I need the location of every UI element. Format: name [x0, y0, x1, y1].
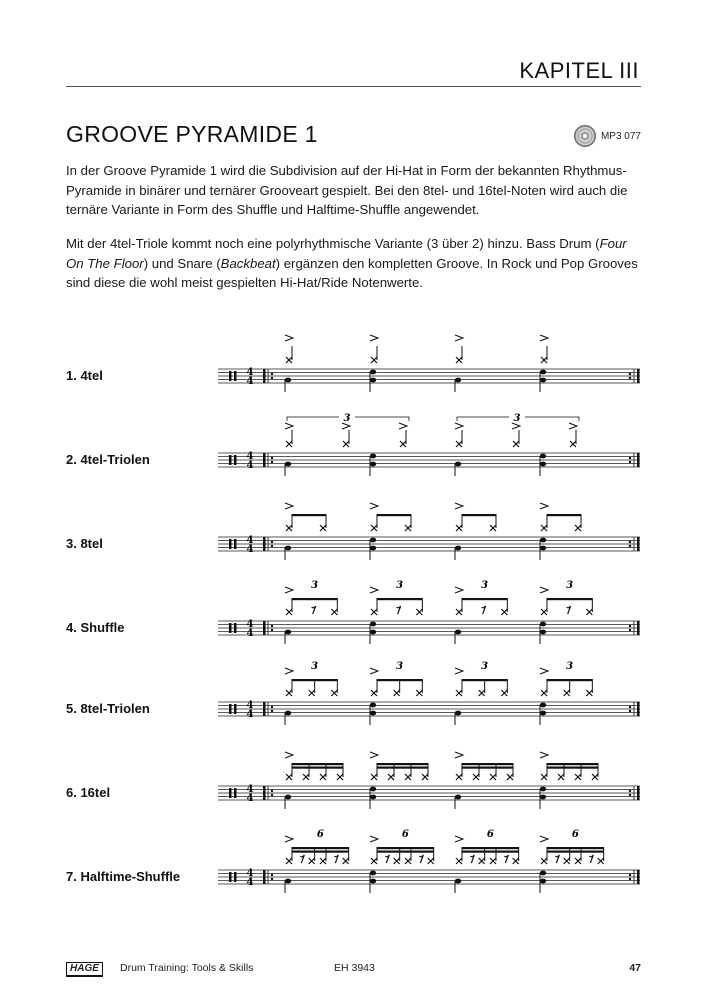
row7-beam	[462, 847, 519, 849]
row5-beam	[377, 679, 422, 681]
row4-clef-bar-2	[234, 623, 237, 633]
row1-accent-mark	[455, 335, 463, 341]
row4-tuplet-number: 3	[566, 580, 574, 591]
para2-text-c: ) ergänzen den kompletten Groove. In Rock und Pop Grooves sind diese die wohl meist gespielten Hi-Hat/Ride Notenwerte.	[66, 255, 638, 290]
row6-beam	[547, 767, 598, 769]
row5-accent-mark	[540, 668, 548, 674]
row5-accent-mark	[370, 668, 378, 674]
row4-repeat-end-dot	[629, 625, 631, 627]
groove-label-5: 5. 8tel-Triolen	[66, 701, 150, 716]
row5-beam	[462, 679, 507, 681]
row6-beam	[292, 763, 343, 765]
row2-accent-mark	[285, 423, 293, 429]
row5-timesig-bottom: 4	[246, 709, 254, 720]
row2-bass-drum-note	[455, 462, 461, 467]
row6-bass-drum-note	[285, 795, 291, 800]
row7-repeat-end-dot	[629, 874, 631, 876]
row7-repeat-start-dot	[271, 874, 273, 876]
row2-clef-bar-2	[234, 455, 237, 465]
row5-bass-drum-note	[285, 711, 291, 716]
row1-repeat-start-dot	[271, 377, 273, 379]
row2-snare-note	[370, 454, 376, 459]
row6-clef-bar-2	[234, 788, 237, 798]
row1-bass-drum-note	[455, 378, 461, 383]
row6-clef-bar-1	[229, 788, 232, 798]
row7-rest	[300, 855, 304, 863]
row4-beam	[292, 598, 337, 600]
row3-repeat-end-dot	[629, 545, 631, 547]
row4-repeat-end-thick	[637, 621, 640, 635]
row4-snare-note	[540, 622, 546, 627]
row5-accent-mark	[455, 668, 463, 674]
row1-bass-drum-note	[285, 378, 291, 383]
row2-tuplet-bracket	[355, 417, 409, 421]
row5-tuplet-number: 3	[311, 661, 319, 672]
page-number: 47	[629, 962, 641, 974]
row4-rest	[567, 606, 571, 614]
row3-timesig-bottom: 4	[246, 544, 254, 555]
row7-rest	[334, 855, 338, 863]
row4-tuplet-number: 3	[311, 580, 319, 591]
row2-tuplet-bracket	[525, 417, 579, 421]
row1-repeat-end-dot	[629, 373, 631, 375]
groove-label-3: 3. 8tel	[66, 536, 103, 551]
row7-beam	[377, 847, 434, 849]
row2-repeat-start-thick	[263, 453, 266, 467]
row6-accent-mark	[285, 752, 293, 758]
row6-beam	[462, 767, 513, 769]
row7-accent-mark	[540, 836, 548, 842]
row7-timesig-top: 4	[246, 868, 254, 879]
row3-clef-bar-1	[229, 539, 232, 549]
row7-accent-mark	[455, 836, 463, 842]
row3-bass-drum-note	[540, 546, 546, 551]
row5-tuplet-number: 3	[481, 661, 489, 672]
row2-bass-drum-note	[540, 462, 546, 467]
row1-repeat-start-dot	[271, 373, 273, 375]
row7-accent-mark	[370, 836, 378, 842]
row6-bass-drum-note	[370, 795, 376, 800]
row6-beam	[547, 763, 598, 765]
row2-accent-mark	[569, 423, 577, 429]
row7-snare-note	[370, 871, 376, 876]
row7-rest	[419, 855, 423, 863]
row7-beam	[292, 847, 349, 849]
row7-bass-drum-note	[540, 879, 546, 884]
row6-snare-note	[370, 787, 376, 792]
row6-repeat-start-dot	[271, 794, 273, 796]
row7-accent-mark	[285, 836, 293, 842]
row6-beam	[377, 763, 428, 765]
row5-beam	[292, 679, 337, 681]
row5-clef-bar-1	[229, 704, 232, 714]
row4-tuplet-number: 3	[481, 580, 489, 591]
row5-repeat-start-thick	[263, 702, 266, 716]
row4-tuplet-number: 3	[396, 580, 404, 591]
row7-tuplet-number: 6	[316, 829, 324, 840]
row2-accent-mark	[399, 423, 407, 429]
row1-snare-note	[370, 370, 376, 375]
row4-rest	[397, 606, 401, 614]
row3-timesig-top: 4	[246, 535, 254, 546]
row4-clef-bar-1	[229, 623, 232, 633]
row4-accent-mark	[370, 587, 378, 593]
row5-beam	[547, 679, 592, 681]
row4-accent-mark	[540, 587, 548, 593]
row4-bass-drum-note	[370, 630, 376, 635]
row7-beam	[547, 847, 604, 849]
row7-beam	[377, 851, 434, 853]
row2-repeat-start-dot	[271, 461, 273, 463]
row1-accent-mark	[540, 335, 548, 341]
row1-repeat-start-thick	[263, 369, 266, 383]
row7-bass-drum-note	[455, 879, 461, 884]
row3-accent-mark	[455, 503, 463, 509]
groove-label-2: 2. 4tel-Triolen	[66, 452, 150, 467]
row2-tuplet-bracket	[457, 417, 509, 421]
row3-repeat-start-thick	[263, 537, 266, 551]
row2-accent-mark	[455, 423, 463, 429]
row2-timesig-bottom: 4	[246, 460, 254, 471]
row7-rest	[589, 855, 593, 863]
row1-bass-drum-note	[370, 378, 376, 383]
row2-tuplet-number: 3	[343, 413, 351, 424]
row1-timesig-bottom: 4	[246, 376, 254, 387]
row1-accent-mark	[370, 335, 378, 341]
row4-beam	[547, 598, 592, 600]
row6-repeat-start-thick	[263, 786, 266, 800]
row7-rest	[504, 855, 508, 863]
row2-bass-drum-note	[285, 462, 291, 467]
row3-beam	[292, 514, 326, 516]
page-title: GROOVE PYRAMIDE 1	[66, 121, 318, 147]
row2-tuplet-bracket	[287, 417, 339, 421]
row6-beam	[377, 767, 428, 769]
row4-repeat-start-dot	[271, 629, 273, 631]
row7-repeat-start-thick	[263, 870, 266, 884]
mp3-track-label: MP3 077	[600, 130, 641, 142]
row6-bass-drum-note	[455, 795, 461, 800]
row7-rest	[470, 855, 474, 863]
para2-emphasis-four-on-the-floor: Four On The Floor	[66, 236, 627, 271]
row5-bass-drum-note	[370, 711, 376, 716]
row4-snare-note	[370, 622, 376, 627]
chapter-heading: KAPITEL III	[519, 58, 639, 83]
row2-repeat-end-dot	[629, 461, 631, 463]
row5-clef-bar-2	[234, 704, 237, 714]
row3-bass-drum-note	[370, 546, 376, 551]
row3-clef-bar-2	[234, 539, 237, 549]
row7-tuplet-number: 6	[401, 829, 409, 840]
row7-rest	[555, 855, 559, 863]
row7-clef-bar-2	[234, 872, 237, 882]
row6-bass-drum-note	[540, 795, 546, 800]
row1-clef-bar-1	[229, 371, 232, 381]
row6-accent-mark	[370, 752, 378, 758]
row6-timesig-top: 4	[246, 784, 254, 795]
row7-bass-drum-note	[285, 879, 291, 884]
row7-repeat-end-thick	[637, 870, 640, 884]
row7-clef-bar-1	[229, 872, 232, 882]
row3-repeat-start-dot	[271, 545, 273, 547]
row3-snare-note	[370, 538, 376, 543]
row1-clef-bar-2	[234, 371, 237, 381]
row6-snare-note	[540, 787, 546, 792]
row2-repeat-start-dot	[271, 457, 273, 459]
groove-label-1: 1. 4tel	[66, 368, 103, 383]
row4-accent-mark	[455, 587, 463, 593]
row2-clef-bar-1	[229, 455, 232, 465]
row2-snare-note	[540, 454, 546, 459]
row5-repeat-end-thick	[637, 702, 640, 716]
row3-bass-drum-note	[285, 546, 291, 551]
row7-tuplet-number: 6	[486, 829, 494, 840]
row2-tuplet-number: 3	[513, 413, 521, 424]
row7-repeat-start-dot	[271, 878, 273, 880]
para2-emphasis-backbeat: Backbeat	[220, 255, 276, 271]
row2-repeat-end-thick	[637, 453, 640, 467]
row3-bass-drum-note	[455, 546, 461, 551]
row7-rest	[385, 855, 389, 863]
row4-repeat-end-dot	[629, 629, 631, 631]
row5-snare-note	[540, 703, 546, 708]
row5-repeat-start-dot	[271, 706, 273, 708]
row6-beam	[462, 763, 513, 765]
row4-repeat-start-dot	[271, 625, 273, 627]
row5-repeat-start-dot	[271, 710, 273, 712]
row3-repeat-end-dot	[629, 541, 631, 543]
row6-timesig-bottom: 4	[246, 793, 254, 804]
row5-bass-drum-note	[540, 711, 546, 716]
row3-snare-note	[540, 538, 546, 543]
row4-beam	[462, 598, 507, 600]
row6-beam	[292, 767, 343, 769]
row3-beam	[547, 514, 581, 516]
row5-repeat-end-dot	[629, 706, 631, 708]
row4-rest	[312, 606, 316, 614]
row6-accent-mark	[455, 752, 463, 758]
row7-beam	[292, 851, 349, 853]
row4-beam	[377, 598, 422, 600]
row3-accent-mark	[370, 503, 378, 509]
row7-beam	[462, 851, 519, 853]
row6-repeat-end-dot	[629, 790, 631, 792]
para2-text-b: ) und Snare (	[143, 255, 221, 271]
row3-beam	[462, 514, 496, 516]
row3-repeat-start-dot	[271, 541, 273, 543]
row2-repeat-end-dot	[629, 457, 631, 459]
row4-rest	[482, 606, 486, 614]
row6-repeat-end-dot	[629, 794, 631, 796]
row6-accent-mark	[540, 752, 548, 758]
row4-repeat-start-thick	[263, 621, 266, 635]
row4-bass-drum-note	[540, 630, 546, 635]
row5-accent-mark	[285, 668, 293, 674]
row3-repeat-end-thick	[637, 537, 640, 551]
row1-repeat-end-dot	[629, 377, 631, 379]
row1-bass-drum-note	[540, 378, 546, 383]
row4-timesig-bottom: 4	[246, 628, 254, 639]
row4-timesig-top: 4	[246, 619, 254, 630]
groove-label-4: 4. Shuffle	[66, 620, 125, 635]
row7-snare-note	[540, 871, 546, 876]
row7-beam	[547, 851, 604, 853]
row7-tuplet-number: 6	[571, 829, 579, 840]
row1-repeat-end-thick	[637, 369, 640, 383]
edition-code: EH 3943	[334, 962, 375, 974]
row4-bass-drum-note	[285, 630, 291, 635]
book-title: Drum Training: Tools & Skills	[120, 962, 254, 974]
row6-repeat-end-thick	[637, 786, 640, 800]
row2-bass-drum-note	[370, 462, 376, 467]
row5-timesig-top: 4	[246, 700, 254, 711]
row5-bass-drum-note	[455, 711, 461, 716]
publisher-logo: HAGE	[66, 962, 103, 977]
row5-repeat-end-dot	[629, 710, 631, 712]
intro-paragraph: In der Groove Pyramide 1 wird die Subdivision auf der Hi-Hat in Form der bekannten Rhythmus-Pyramide in binärer und ternärer Grooveart gespielt. Bei den 8tel- und 16tel-Noten wird auch die ternäre Variante in Form des Shuffle und Halftime-Shuffle angewendet.	[66, 163, 628, 217]
row3-accent-mark	[285, 503, 293, 509]
para2-text-a: Mit der 4tel-Triole kommt noch eine polyrhythmische Variante (3 über 2) hinzu. Bass Drum (	[66, 236, 600, 251]
row3-beam	[377, 514, 411, 516]
row7-timesig-bottom: 4	[246, 877, 254, 888]
row7-bass-drum-note	[370, 879, 376, 884]
row1-accent-mark	[285, 335, 293, 341]
row4-accent-mark	[285, 587, 293, 593]
row7-repeat-end-dot	[629, 878, 631, 880]
groove-label-6: 6. 16tel	[66, 785, 111, 800]
row5-tuplet-number: 3	[396, 661, 404, 672]
row4-bass-drum-note	[455, 630, 461, 635]
row2-timesig-top: 4	[246, 451, 254, 462]
row3-accent-mark	[540, 503, 548, 509]
row5-snare-note	[370, 703, 376, 708]
row6-repeat-start-dot	[271, 790, 273, 792]
groove-label-7: 7. Halftime-Shuffle	[66, 869, 181, 884]
row5-tuplet-number: 3	[566, 661, 574, 672]
row1-snare-note	[540, 370, 546, 375]
row1-timesig-top: 4	[246, 367, 254, 378]
